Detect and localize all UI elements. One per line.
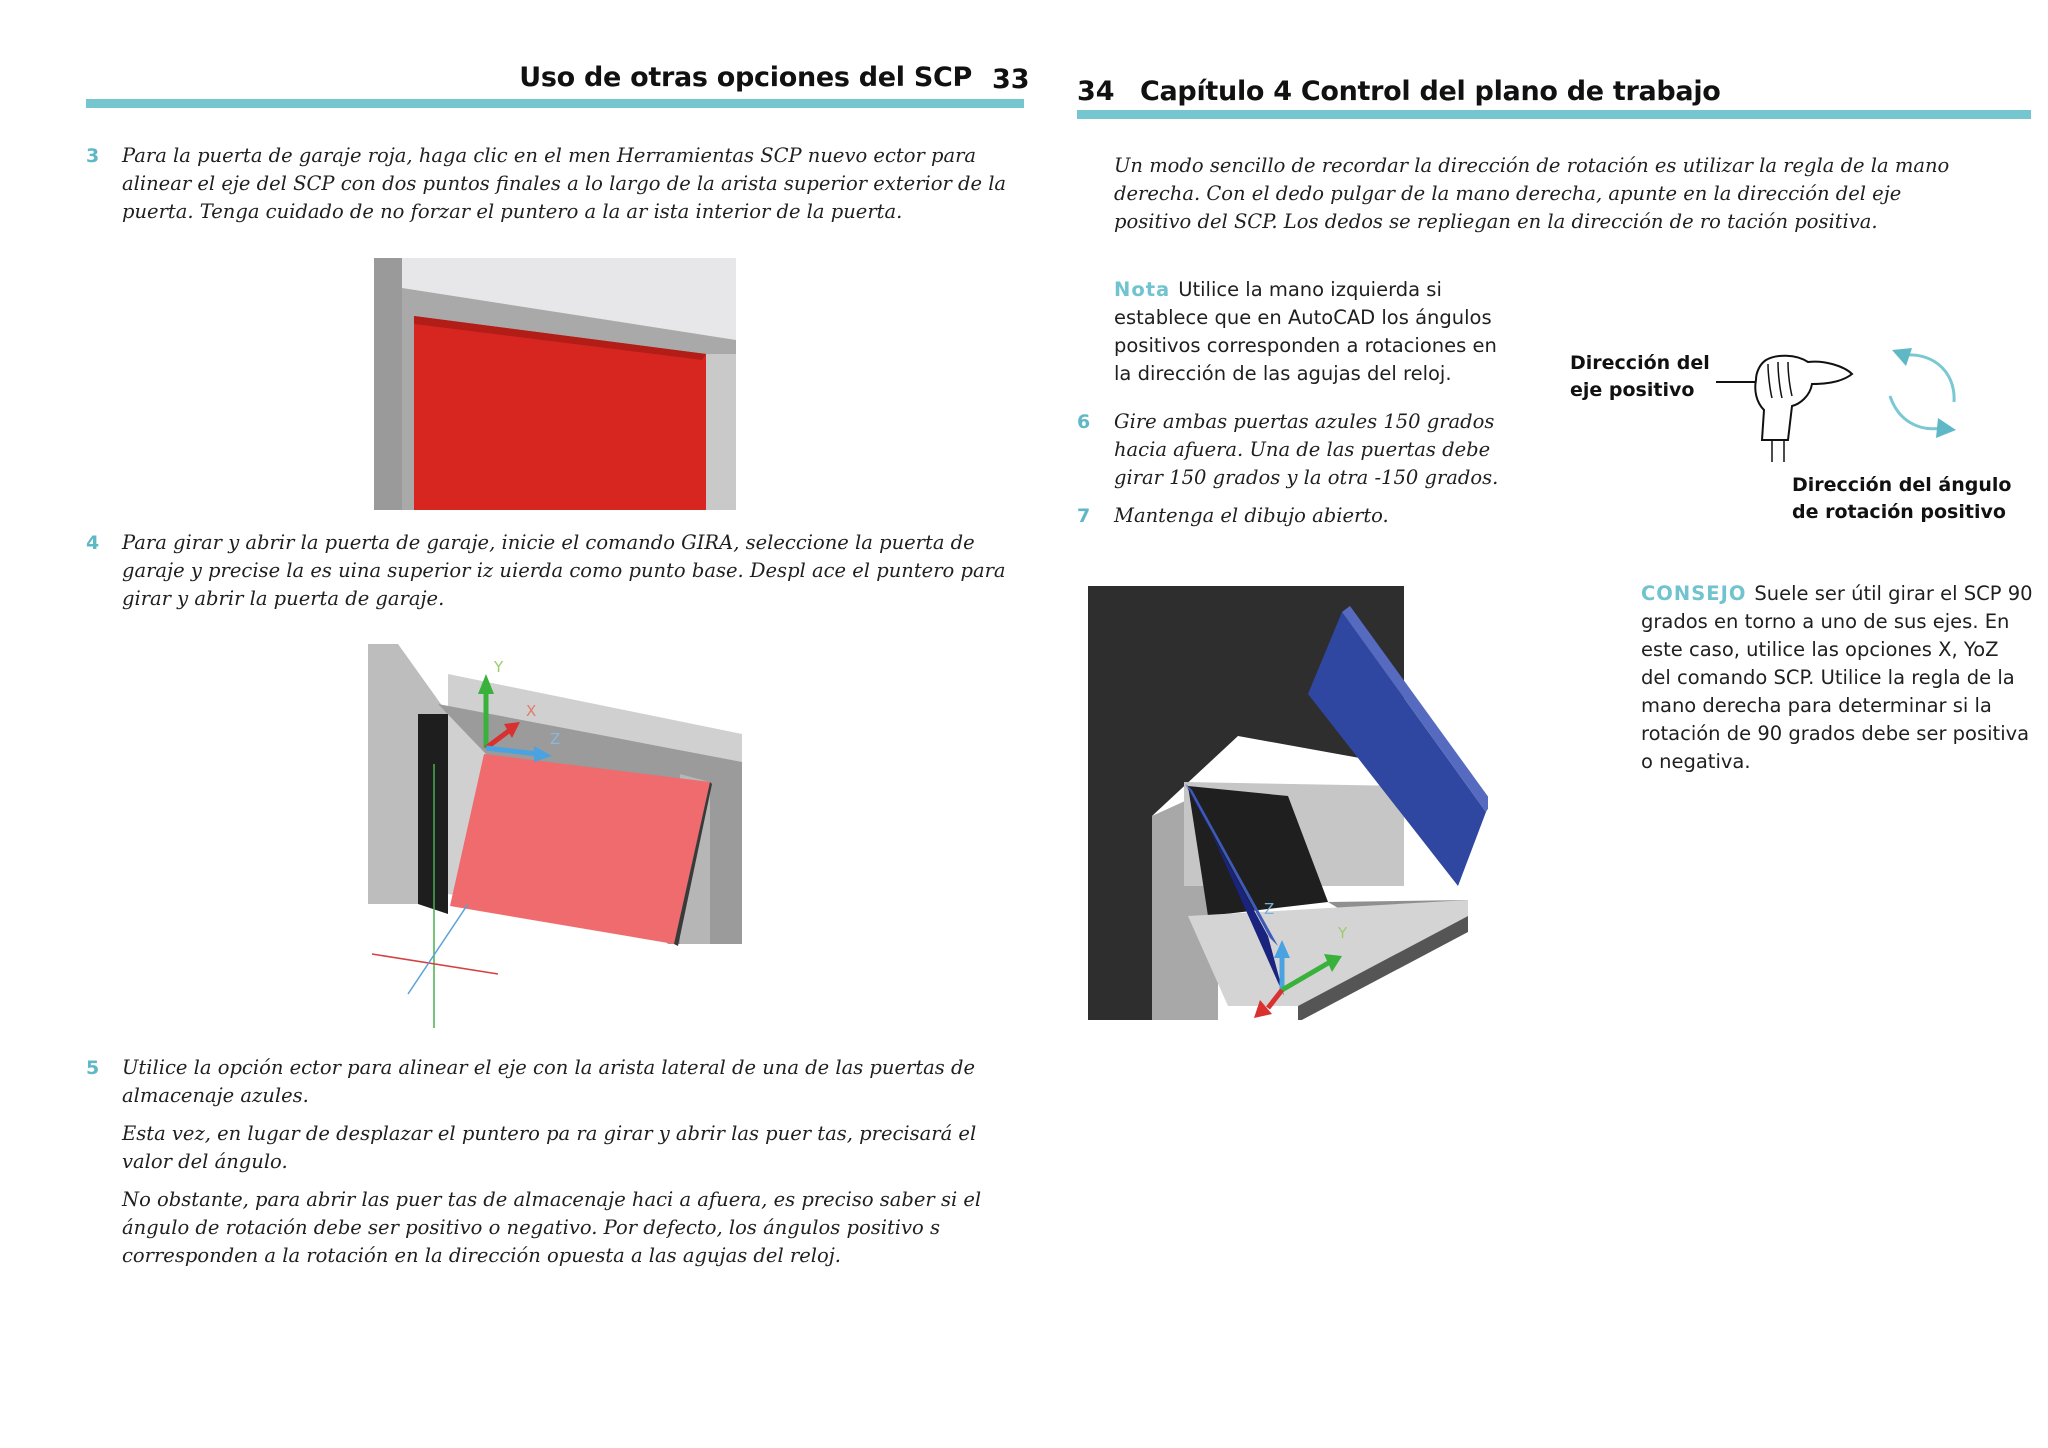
step-number: 4 [86, 532, 100, 554]
step-number: 5 [86, 1057, 100, 1079]
header-rule [1077, 110, 2031, 119]
tip-tag: CONSEJO [1641, 582, 1747, 605]
step-text: Para girar y abrir la puerta de garaje, inicie el comando GIRA, seleccione la puerta de garaje y precise la es uina superior iz uierda como punto base. Despl ace el puntero para girar y abrir la puerta de garaje. [122, 531, 1006, 610]
step-text: Mantenga el dibujo abierto. [1114, 504, 1389, 527]
step-text: Utilice la opción ector para alinear el eje con la arista lateral de una de las puertas de almacenaje azules. [122, 1056, 976, 1107]
step-text: No obstante, para abrir las puer tas de almacenaje haci a afuera, es preciso saber si el ángulo de rotación debe ser positivo o negativo. Por defecto, los ángulos positivo s corresponden a la rotación en la dirección opuesta a las agujas del reloj. [122, 1188, 982, 1267]
open-garage-door-figure [368, 644, 742, 1028]
note-text: Utilice la mano izquierda si establece que en AutoCAD los ángulos positivos corresponden a rotaciones en la dirección de las agujas del reloj. [1114, 278, 1497, 385]
page-header-title: Uso de otras opciones del SCP [519, 62, 972, 93]
axis-direction-caption: Dirección del eje positivo [1570, 352, 1710, 401]
header-rule [86, 99, 1024, 108]
step-number: 3 [86, 145, 100, 167]
page-number: 33 [992, 64, 1030, 95]
z-axis-label: Z [550, 730, 561, 748]
y-axis-label: Y [494, 658, 504, 676]
z-axis-label: Z [1264, 900, 1275, 918]
step-text: Esta vez, en lugar de desplazar el puntero pa ra girar y abrir las puer tas, precisará el valor del ángulo. [122, 1122, 977, 1173]
garage-door-figure [374, 258, 736, 510]
storage-doors-figure [1088, 586, 1488, 1020]
step-text: Para la puerta de garaje roja, haga clic en el men Herramientas SCP nuevo ector para alinear el eje del SCP con dos puntos finales a lo largo de la arista superior exterior de la puerta. Tenga cuidado de no forzar el puntero a la ar ista interior de la puerta. [122, 144, 1007, 223]
step-number: 7 [1077, 505, 1091, 527]
tip-text: Suele ser útil girar el SCP 90 grados en torno a uno de sus ejes. En este caso, utilice las opciones X, YoZ del comando SCP. Utilice la regla de la mano derecha para determinar si la rotación de 90 grados debe ser positiva o negativa. [1641, 582, 2033, 773]
page-number: 34 [1077, 76, 1115, 107]
x-axis-label: X [526, 702, 537, 720]
right-page [1060, 0, 2048, 1448]
page-header-title: Capítulo 4 Control del plano de trabajo [1140, 76, 1721, 107]
step-number: 6 [1077, 411, 1091, 433]
intro-paragraph: Un modo sencillo de recordar la dirección de rotación es utilizar la regla de la mano derecha. Con el dedo pulgar de la mano derecha, apunte en la dirección del eje positivo del SCP. Los dedos se repliegan en la dirección de ro tación positiva. [1114, 154, 1950, 233]
rotation-direction-caption: Dirección del ángulo de rotación positivo [1792, 474, 2012, 523]
note-tag: Nota [1114, 278, 1171, 301]
tip-box [1641, 580, 2033, 776]
step-text: Gire ambas puertas azules 150 grados hacia afuera. Una de las puertas debe girar 150 grados y la otra -150 grados. [1114, 410, 1499, 489]
note-box [1114, 276, 1504, 388]
right-hand-rule-figure [1716, 340, 1976, 470]
y-axis-label: Y [1338, 924, 1348, 942]
